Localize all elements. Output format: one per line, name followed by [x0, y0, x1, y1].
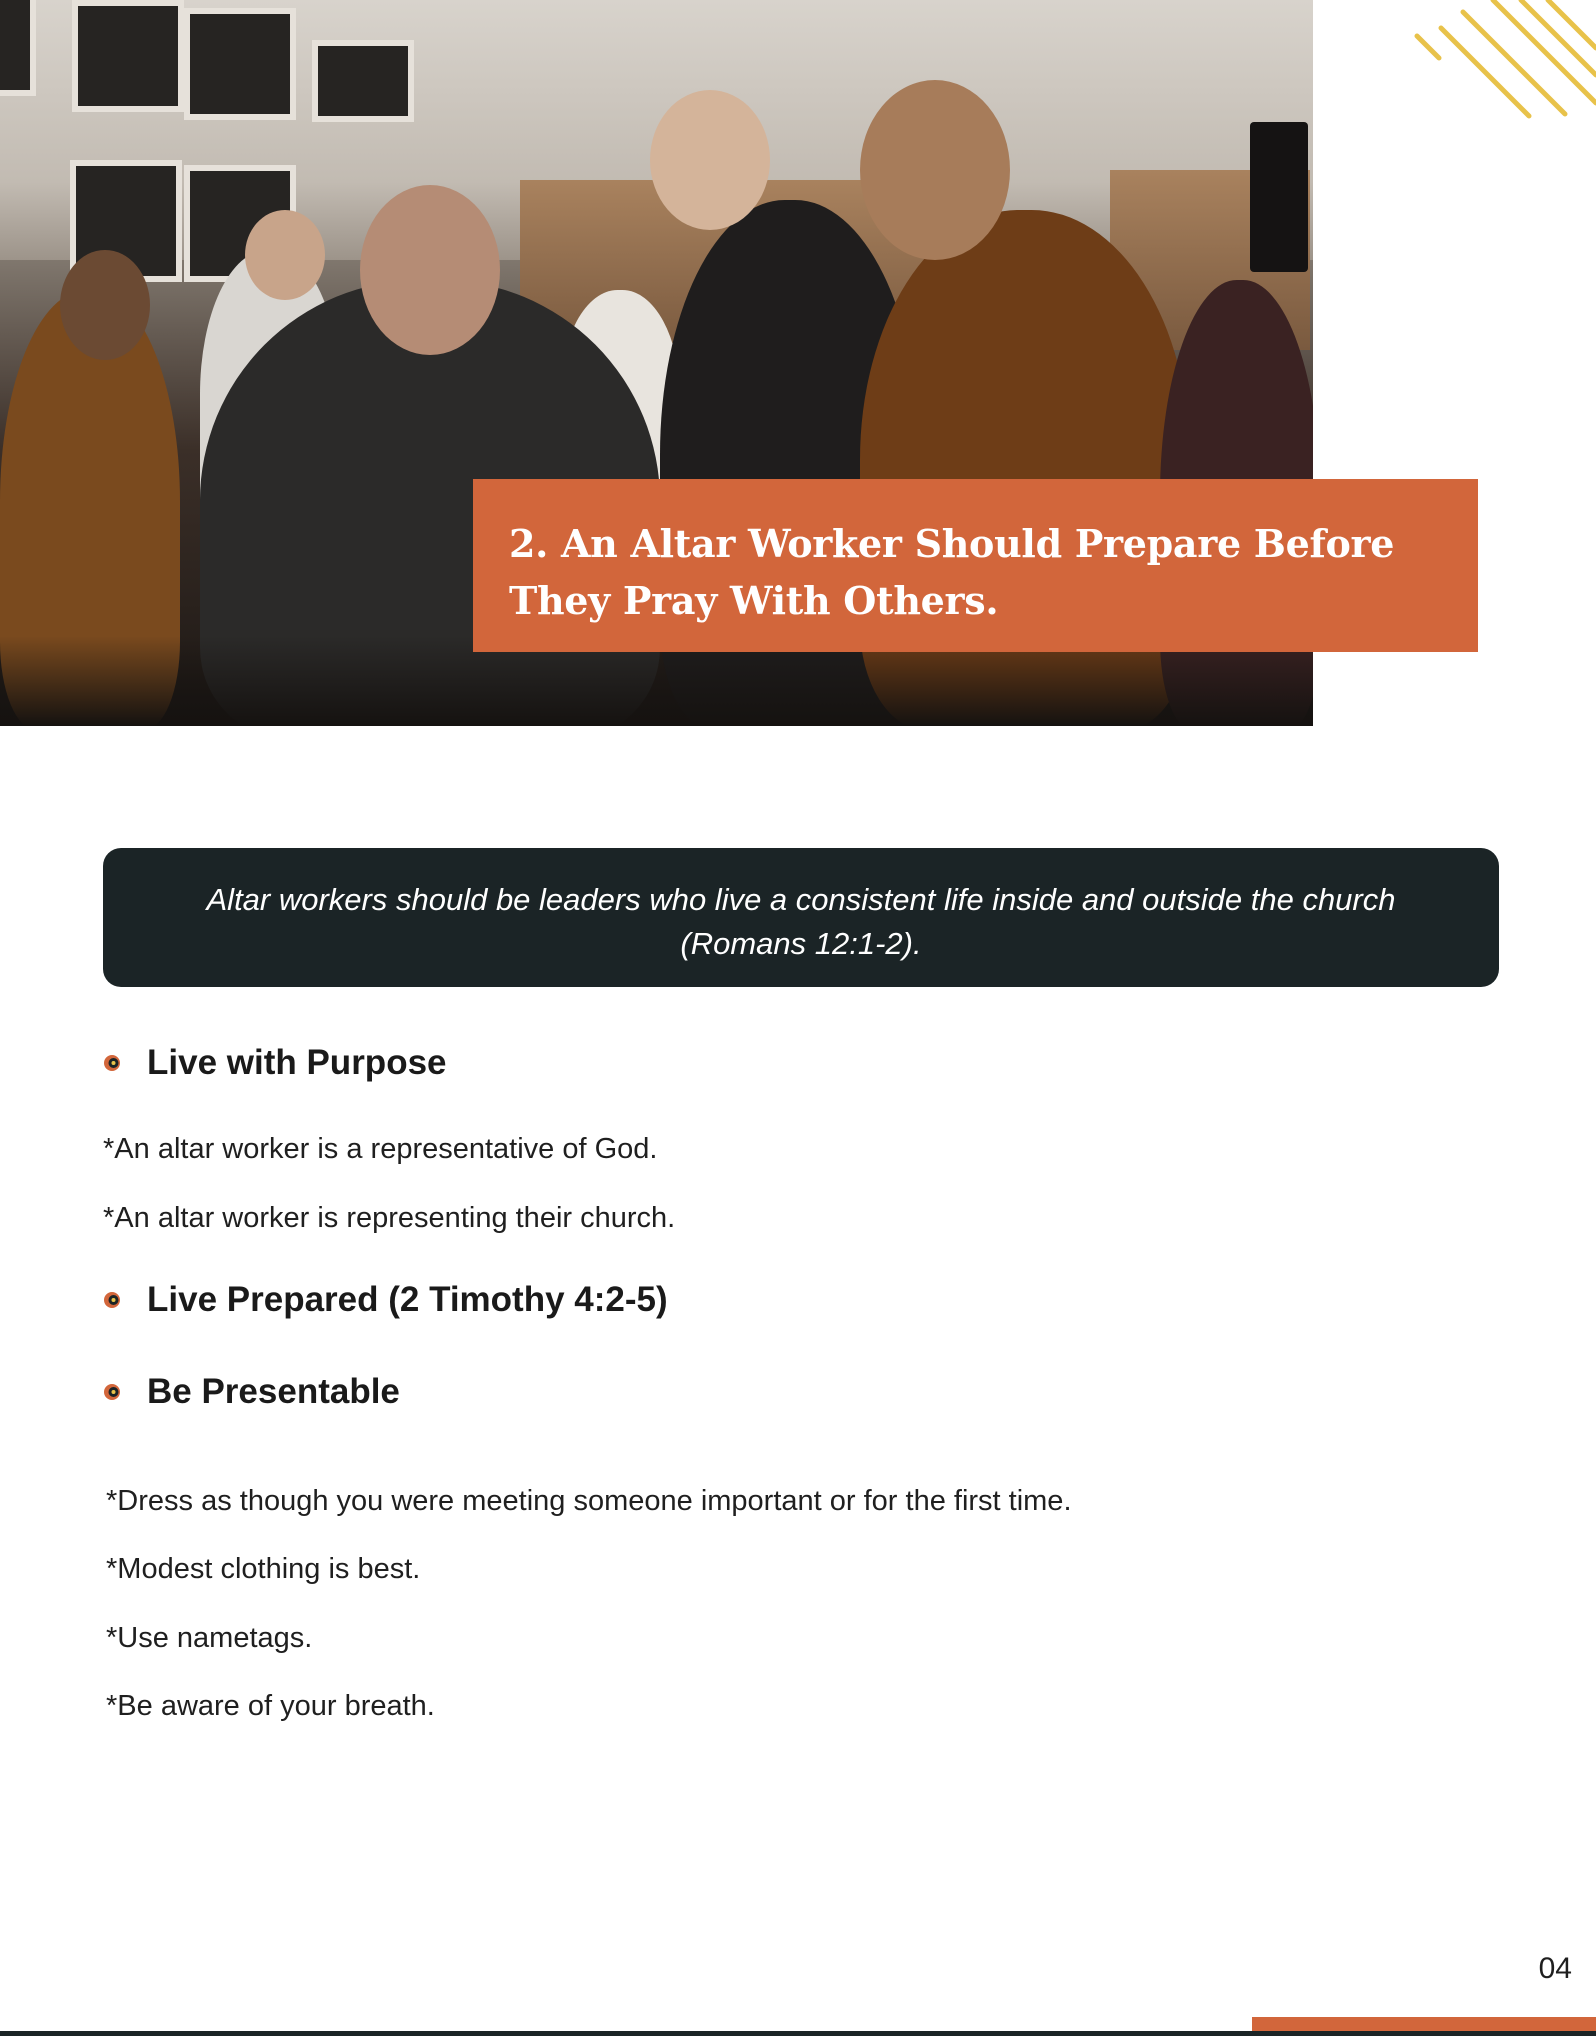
section-heading-purpose [103, 1041, 447, 1085]
section-heading-text: Be Presentable [147, 1372, 400, 1411]
section-heading-presentable [103, 1370, 400, 1414]
section-heading-text: Live with Purpose [147, 1043, 447, 1082]
bullet-icon [103, 1383, 121, 1401]
title-banner [473, 479, 1478, 652]
body-line: *Be aware of your breath. [106, 1690, 435, 1722]
bullet-icon [103, 1291, 121, 1309]
body-line: *An altar worker is a representative of God. [103, 1133, 658, 1165]
footer-accent-bar [1252, 2017, 1596, 2031]
section-heading-prepared [103, 1278, 668, 1322]
footer-rule [0, 2031, 1596, 2036]
page-title: 2. An Altar Worker Should Prepare Before They Pray With Others. [509, 521, 1395, 623]
body-line: *Modest clothing is best. [106, 1553, 421, 1585]
page-number: 04 [1538, 1952, 1572, 1985]
body-line: *Use nametags. [106, 1622, 313, 1654]
callout-text: Altar workers should be leaders who live a consistent life inside and outside the church (Romans 12:1-2). [206, 882, 1396, 961]
bullet-icon [103, 1054, 121, 1072]
body-line: *An altar worker is representing their church. [103, 1202, 676, 1234]
body-line: *Dress as though you were meeting someone important or for the first time. [106, 1485, 1072, 1517]
diagonal-stripes-icon [1405, 0, 1596, 120]
section-heading-text: Live Prepared (2 Timothy 4:2-5) [147, 1280, 668, 1319]
scripture-callout [103, 848, 1499, 987]
